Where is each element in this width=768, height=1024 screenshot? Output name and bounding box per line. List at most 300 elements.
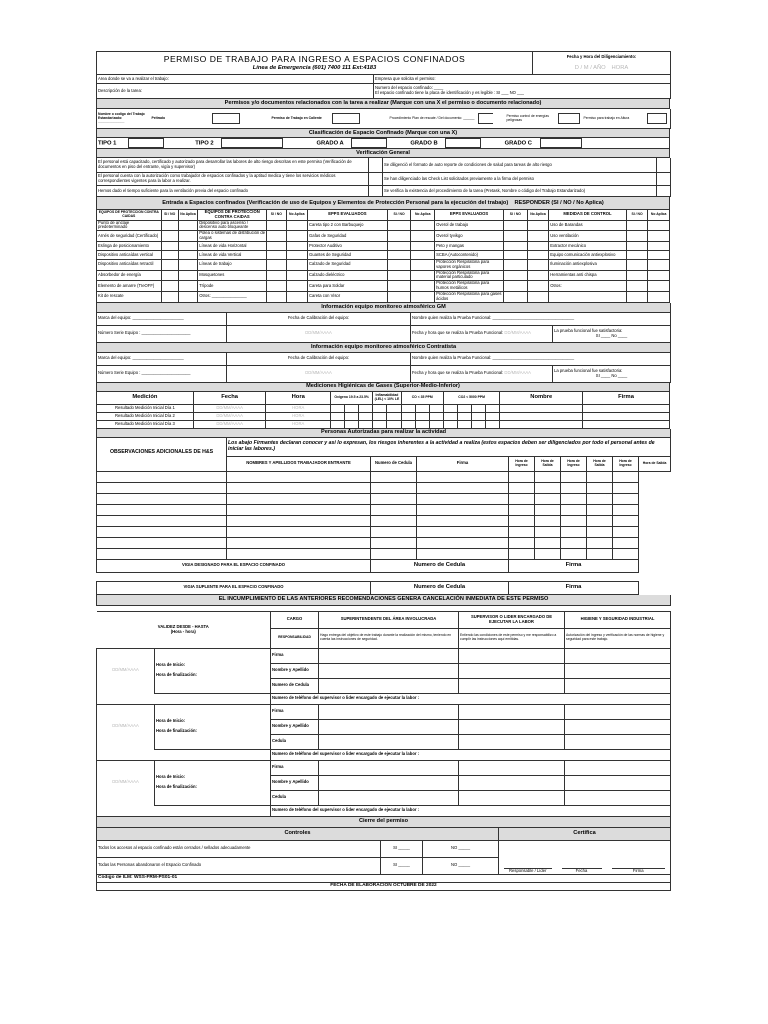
auth-cell[interactable]: [371, 526, 417, 537]
auth-cell[interactable]: [561, 493, 587, 504]
auth-cell[interactable]: [613, 526, 639, 537]
auth-cell[interactable]: [509, 548, 535, 559]
epp-sino-cell[interactable]: [267, 241, 286, 250]
epp-sino-cell[interactable]: [267, 250, 286, 259]
auth-cell[interactable]: [97, 526, 227, 537]
epp-row: [97, 291, 670, 302]
auth-cell[interactable]: [613, 493, 639, 504]
gas-value-cell[interactable]: [415, 404, 429, 412]
validity-field-label: Cedula: [271, 734, 319, 749]
epp-sino-cell[interactable]: [626, 270, 648, 281]
epp-sino-cell[interactable]: [267, 270, 286, 281]
gas-value-cell[interactable]: [373, 404, 387, 412]
auth-row: [97, 471, 671, 482]
ct-calibration-date[interactable]: DD/MM/AAAA: [227, 365, 411, 382]
gm-datetime-field[interactable]: DD/MM/AAAA: [504, 330, 531, 336]
gm-tester-field[interactable]: Nombre quien realiza la Prueba Funcional: ___________________________________: [411, 312, 671, 325]
fecha-line[interactable]: Fecha: [562, 868, 602, 874]
validity-start-time[interactable]: Hora de Inicio:: [156, 774, 186, 780]
epp-na-cell[interactable]: [411, 291, 435, 302]
auth-cell[interactable]: [613, 471, 639, 482]
auth-cell[interactable]: [587, 537, 613, 548]
auth-cell[interactable]: [561, 482, 587, 493]
validity-sign-cell[interactable]: [565, 760, 671, 775]
verif-left-3-check[interactable]: [369, 186, 383, 197]
validity-date-field[interactable]: DD/MM/AAAA: [97, 760, 155, 805]
auth-cell[interactable]: [613, 548, 639, 559]
epp-na-cell[interactable]: [286, 250, 308, 259]
gas-sign-field[interactable]: [583, 412, 670, 420]
validity-sign-cell[interactable]: [319, 760, 459, 775]
auth-cell[interactable]: [587, 526, 613, 537]
epp-sino-cell[interactable]: [387, 231, 411, 242]
gas-value-cell[interactable]: [359, 420, 373, 428]
auth-cell[interactable]: [417, 548, 509, 559]
epp-sino-cell[interactable]: [626, 281, 648, 292]
auth-cell[interactable]: [371, 515, 417, 526]
space-id-si[interactable]: SI ___: [496, 90, 509, 95]
firma-line[interactable]: Firma: [612, 868, 666, 874]
validity-phone-field[interactable]: Numero de teléfono del supervisor o lider encargado de ejecutar la labor :: [271, 693, 671, 704]
validity-sign-cell[interactable]: [565, 678, 671, 693]
validity-sign-cell[interactable]: [319, 790, 459, 805]
epp-sino-cell[interactable]: [161, 291, 178, 302]
epp-na-cell[interactable]: [286, 270, 308, 281]
epp-sino-cell[interactable]: [267, 281, 286, 292]
epp-na-cell[interactable]: [648, 231, 670, 242]
auth-cell[interactable]: [509, 537, 535, 548]
epp-sino-cell[interactable]: [626, 291, 648, 302]
closure-q2-si[interactable]: SI _____: [381, 857, 423, 874]
validity-sign-cell[interactable]: [459, 704, 565, 719]
epp-sino-cell[interactable]: [387, 259, 411, 270]
auth-cell[interactable]: [535, 482, 561, 493]
validity-end-time[interactable]: Hora de finalización:: [156, 728, 197, 734]
gas-value-cell[interactable]: [415, 412, 429, 420]
validity-sign-cell[interactable]: [565, 790, 671, 805]
gas-date-field[interactable]: DD/MM/AAAA: [193, 412, 266, 420]
epp-na-cell[interactable]: [411, 281, 435, 292]
epp-sino-cell[interactable]: [626, 259, 648, 270]
gas-name-field[interactable]: [500, 420, 583, 428]
epp-na-cell[interactable]: [411, 270, 435, 281]
epp-sino-cell[interactable]: [504, 259, 528, 270]
auth-cell[interactable]: [417, 526, 509, 537]
auth-cell[interactable]: [535, 471, 561, 482]
auth-cell[interactable]: [535, 515, 561, 526]
validity-sign-cell[interactable]: [459, 719, 565, 734]
gas-value-cell[interactable]: [443, 404, 457, 412]
gas-value-cell[interactable]: [443, 412, 457, 420]
gas-value-cell[interactable]: [458, 420, 472, 428]
epp-sino-cell[interactable]: [504, 270, 528, 281]
gas-value-cell[interactable]: [486, 404, 500, 412]
epp-na-cell[interactable]: [178, 259, 197, 270]
epp-sino-cell[interactable]: [387, 281, 411, 292]
verif-right-1-check[interactable]: [657, 158, 671, 173]
epp-na-cell[interactable]: [527, 250, 549, 259]
grado-c-checkbox[interactable]: [540, 138, 582, 148]
epp-sino-cell[interactable]: [387, 241, 411, 250]
auth-cell[interactable]: [227, 548, 371, 559]
validity-sign-cell[interactable]: [319, 704, 459, 719]
gas-value-cell[interactable]: [486, 420, 500, 428]
closure-q1-si[interactable]: SI _____: [381, 840, 423, 857]
gas-value-cell[interactable]: [345, 412, 359, 420]
epp-na-cell[interactable]: [527, 270, 549, 281]
epp-na-cell[interactable]: [527, 291, 549, 302]
auth-cell[interactable]: [509, 504, 535, 515]
gas-value-cell[interactable]: [330, 404, 344, 412]
gas-value-cell[interactable]: [373, 420, 387, 428]
auth-cell[interactable]: [535, 504, 561, 515]
auth-cell[interactable]: [587, 493, 613, 504]
grado-a-checkbox[interactable]: [351, 138, 387, 148]
epp-sino-cell[interactable]: [387, 270, 411, 281]
epp-na-cell[interactable]: [286, 291, 308, 302]
auth-cell[interactable]: [97, 537, 227, 548]
epp-sino-cell[interactable]: [161, 259, 178, 270]
epp-sino-cell[interactable]: [626, 250, 648, 259]
auth-cell[interactable]: [371, 548, 417, 559]
auth-cell[interactable]: [561, 548, 587, 559]
epp-na-cell[interactable]: [527, 231, 549, 242]
validity-sign-cell[interactable]: [459, 678, 565, 693]
validity-sign-cell[interactable]: [459, 790, 565, 805]
verif-right-3-check[interactable]: [657, 186, 671, 197]
epp-na-cell[interactable]: [648, 250, 670, 259]
epp-sino-cell[interactable]: [161, 270, 178, 281]
validity-sign-cell[interactable]: [319, 719, 459, 734]
time-field[interactable]: HORA: [611, 64, 629, 71]
epp-sino-cell[interactable]: [504, 220, 528, 231]
ct-serial-field[interactable]: Número Serie Equipo : _____________________: [97, 365, 227, 382]
validity-date-field[interactable]: DD/MM/AAAA: [97, 704, 155, 749]
epp-sino-cell[interactable]: [267, 291, 286, 302]
gas-value-cell[interactable]: [401, 420, 415, 428]
epp-sino-cell[interactable]: [504, 241, 528, 250]
validity-sign-cell[interactable]: [459, 775, 565, 790]
gas-value-cell[interactable]: [373, 412, 387, 420]
controles-label: Controles: [97, 827, 499, 840]
gas-value-cell[interactable]: [472, 412, 486, 420]
gas-value-cell[interactable]: [429, 420, 443, 428]
grado-b-checkbox[interactable]: [445, 138, 481, 148]
auth-cell[interactable]: [371, 504, 417, 515]
epp-na-cell[interactable]: [286, 241, 308, 250]
tipo2-checkbox[interactable]: [221, 138, 283, 148]
validity-sign-cell[interactable]: [319, 663, 459, 678]
permit-rescue-checkbox[interactable]: [478, 113, 493, 124]
gas-value-cell[interactable]: [330, 412, 344, 420]
auth-cell[interactable]: [587, 471, 613, 482]
auth-cell[interactable]: [417, 493, 509, 504]
vigia-firma[interactable]: Firma: [509, 559, 639, 572]
gas-time-field[interactable]: HORA: [266, 404, 331, 412]
epp-na-cell[interactable]: [527, 259, 549, 270]
auth-cell[interactable]: [509, 515, 535, 526]
epp-na-cell[interactable]: [178, 231, 197, 242]
auth-cell[interactable]: [587, 504, 613, 515]
auth-cell[interactable]: [417, 504, 509, 515]
auth-cell[interactable]: [97, 482, 227, 493]
permit-energy-checkbox[interactable]: [558, 113, 580, 124]
validity-end-time[interactable]: Hora de finalización:: [156, 784, 197, 790]
gas-sign-field[interactable]: [583, 420, 670, 428]
auth-cell[interactable]: [587, 482, 613, 493]
epp-na-cell[interactable]: [178, 241, 197, 250]
validity-sign-cell[interactable]: [565, 663, 671, 678]
validity-sign-cell[interactable]: [319, 775, 459, 790]
auth-cell[interactable]: [227, 537, 371, 548]
auth-cell[interactable]: [417, 515, 509, 526]
gas-value-cell[interactable]: [401, 412, 415, 420]
auth-cell[interactable]: [535, 537, 561, 548]
validity-sign-cell[interactable]: [565, 734, 671, 749]
epp-sino-cell[interactable]: [504, 231, 528, 242]
validity-end-time[interactable]: Hora de finalización:: [156, 672, 197, 678]
epp-sino-cell[interactable]: [161, 281, 178, 292]
vigia-sup-firma[interactable]: Firma: [509, 581, 639, 594]
auth-cell[interactable]: [227, 471, 371, 482]
epp-sino-cell[interactable]: [504, 291, 528, 302]
validity-sign-cell[interactable]: [319, 678, 459, 693]
epp-sino-cell[interactable]: [626, 231, 648, 242]
date-field[interactable]: D / M / AÑO: [574, 64, 606, 71]
gas-value-cell[interactable]: [387, 420, 401, 428]
auth-cell[interactable]: [535, 526, 561, 537]
vigia-cedula[interactable]: Numero de Cedula: [371, 559, 509, 572]
obs-hs-label[interactable]: OBSERVACIONES ADICIONALES DE H&S: [97, 437, 227, 471]
gas-time-field[interactable]: HORA: [266, 420, 331, 428]
gas-value-cell[interactable]: [472, 404, 486, 412]
auth-cell[interactable]: [97, 493, 227, 504]
responsable-line[interactable]: Responsable / Líder: [504, 868, 552, 874]
epp-na-cell[interactable]: [286, 281, 308, 292]
space-number-field[interactable]: Numero del espacio confinado: ____: [375, 85, 444, 91]
validity-sign-cell[interactable]: [565, 719, 671, 734]
auth-cell[interactable]: [613, 504, 639, 515]
gas-value-cell[interactable]: [330, 420, 344, 428]
auth-cell[interactable]: [535, 548, 561, 559]
auth-cell[interactable]: [535, 493, 561, 504]
epp-na-cell[interactable]: [178, 270, 197, 281]
gas-value-cell[interactable]: [401, 404, 415, 412]
gas-value-cell[interactable]: [458, 404, 472, 412]
validity-start-time[interactable]: Hora de Inicio:: [156, 718, 186, 724]
verif-right-2-check[interactable]: [657, 173, 671, 186]
epp-na-cell[interactable]: [648, 259, 670, 270]
epp-na-cell[interactable]: [648, 281, 670, 292]
auth-cell[interactable]: [227, 526, 371, 537]
permits-header: Permisos y/o documentos relacionados con la tarea a realizar (Marque con una X el permiso o documento relacionado): [97, 99, 670, 109]
epp-na-cell[interactable]: [178, 250, 197, 259]
auth-cell[interactable]: [227, 515, 371, 526]
epp-na-cell[interactable]: [648, 291, 670, 302]
auth-cell[interactable]: [371, 471, 417, 482]
verif-left-2-check[interactable]: [369, 173, 383, 186]
auth-cell[interactable]: [509, 526, 535, 537]
auth-cell[interactable]: [371, 493, 417, 504]
validity-sign-cell[interactable]: [459, 648, 565, 663]
epp-na-cell[interactable]: [527, 220, 549, 231]
gas-value-cell[interactable]: [415, 420, 429, 428]
epp-sino-cell[interactable]: [161, 220, 178, 231]
closure-q2-no[interactable]: NO _____: [423, 857, 499, 874]
gm-serial-field[interactable]: Número Serie Equipo : _____________________: [97, 325, 227, 342]
gas-value-cell[interactable]: [429, 412, 443, 420]
gas-value-cell[interactable]: [345, 420, 359, 428]
gas-name-field[interactable]: [500, 412, 583, 420]
auth-cell[interactable]: [561, 537, 587, 548]
validity-sign-cell[interactable]: [459, 663, 565, 678]
auth-cell[interactable]: [371, 537, 417, 548]
gm-satisfactory-sino[interactable]: SI ____ No ____: [595, 332, 628, 338]
epp-na-cell[interactable]: [527, 281, 549, 292]
validity-date-field[interactable]: DD/MM/AAAA: [97, 648, 155, 693]
epp-na-cell[interactable]: [178, 281, 197, 292]
gas-value-cell[interactable]: [387, 412, 401, 420]
certifica-label: Certifica: [499, 827, 671, 840]
epp-sino-cell[interactable]: [387, 291, 411, 302]
epp-sino-cell[interactable]: [504, 250, 528, 259]
auth-cell[interactable]: [587, 548, 613, 559]
auth-col-3: Hora de Ingreso: [509, 456, 535, 471]
epp-na-cell[interactable]: [178, 291, 197, 302]
epp-na-cell[interactable]: [411, 220, 435, 231]
epp-na-cell[interactable]: [648, 241, 670, 250]
epp-na-cell[interactable]: [178, 220, 197, 231]
space-id-no[interactable]: NO ___: [509, 90, 525, 95]
auth-cell[interactable]: [417, 471, 509, 482]
epp-sino-cell[interactable]: [161, 250, 178, 259]
auth-cell[interactable]: [561, 471, 587, 482]
auth-cell[interactable]: [97, 548, 227, 559]
gas-name-field[interactable]: [500, 404, 583, 412]
gm-brand-field[interactable]: Marca del equipo: ______________________: [97, 312, 227, 325]
auth-cell[interactable]: [417, 537, 509, 548]
task-desc-field[interactable]: Descripción de la tarea:: [97, 84, 374, 99]
gas-value-cell[interactable]: [359, 404, 373, 412]
epp-na-cell[interactable]: [411, 259, 435, 270]
epp-sino-cell[interactable]: [267, 231, 286, 242]
auth-cell[interactable]: [97, 504, 227, 515]
verif-left-1-check[interactable]: [369, 158, 383, 173]
epp-sino-cell[interactable]: [504, 281, 528, 292]
auth-cell[interactable]: [613, 515, 639, 526]
validity-firma-row: [97, 760, 671, 775]
epp-sino-cell[interactable]: [267, 259, 286, 270]
epp-sino-cell[interactable]: [626, 220, 648, 231]
auth-cell[interactable]: [97, 471, 227, 482]
epp-na-cell[interactable]: [286, 220, 308, 231]
epp-sino-cell[interactable]: [387, 250, 411, 259]
gas-value-cell[interactable]: [458, 412, 472, 420]
epp-item-label: Herramientas anti chispa: [549, 270, 627, 281]
epp-na-cell[interactable]: [648, 270, 670, 281]
ct-brand-field[interactable]: Marca del equipo: ______________________: [97, 352, 227, 365]
auth-cell[interactable]: [561, 526, 587, 537]
permit-peltrado-checkbox[interactable]: [212, 113, 240, 124]
permit-heights-checkbox[interactable]: [647, 113, 667, 124]
permit-hot-work-checkbox[interactable]: [332, 113, 360, 124]
vigia-sup-cedula[interactable]: Numero de Cedula: [371, 581, 509, 594]
validity-sign-cell[interactable]: [565, 648, 671, 663]
validity-phone-field[interactable]: Numero de teléfono del supervisor o lider encargado de ejecutar la labor :: [271, 749, 671, 760]
auth-cell[interactable]: [97, 515, 227, 526]
gas-value-cell[interactable]: [345, 404, 359, 412]
auth-cell[interactable]: [613, 537, 639, 548]
tipo1-checkbox[interactable]: [128, 138, 164, 148]
epp-sino-cell[interactable]: [161, 241, 178, 250]
auth-cell[interactable]: [587, 515, 613, 526]
validity-sign-cell[interactable]: [459, 734, 565, 749]
epp-na-cell[interactable]: [527, 241, 549, 250]
epp-na-cell[interactable]: [648, 220, 670, 231]
gas-value-cell[interactable]: [359, 412, 373, 420]
auth-cell[interactable]: [371, 482, 417, 493]
auth-cell[interactable]: [613, 482, 639, 493]
monitor-contractor-section: [96, 343, 671, 383]
gas-sign-field[interactable]: [583, 404, 670, 412]
epp-na-cell[interactable]: [411, 241, 435, 250]
epp-na-cell[interactable]: [286, 231, 308, 242]
ct-datetime-field[interactable]: DD/MM/AAAA: [504, 370, 531, 376]
gas-value-cell[interactable]: [486, 412, 500, 420]
validity-sign-cell[interactable]: [319, 648, 459, 663]
validity-sign-cell[interactable]: [319, 734, 459, 749]
auth-cell[interactable]: [509, 471, 535, 482]
gas-value-cell[interactable]: [387, 404, 401, 412]
gas-time-field[interactable]: HORA: [266, 412, 331, 420]
validity-sign-cell[interactable]: [565, 704, 671, 719]
auth-cell[interactable]: [561, 504, 587, 515]
validity-sign-cell[interactable]: [565, 775, 671, 790]
gas-value-cell[interactable]: [429, 404, 443, 412]
closure-q2: Todas las Personas abandonaron el Espacio Confinado: [97, 857, 381, 874]
epp-sino-cell[interactable]: [626, 241, 648, 250]
gas-date-field[interactable]: DD/MM/AAAA: [193, 420, 266, 428]
auth-cell[interactable]: [509, 482, 535, 493]
validity-phone-field[interactable]: Numero de teléfono del supervisor o lider encargado de ejecutar la labor :: [271, 805, 671, 816]
gm-calibration-date[interactable]: DD/MM/AAAA: [227, 325, 411, 342]
ct-tester-field[interactable]: Nombre quien realiza la Prueba Funcional: ___________________________________: [411, 352, 671, 365]
area-field[interactable]: Area donde se va a realizar el trabajo:: [97, 75, 374, 84]
company-field[interactable]: Empresa que solicita el permiso:: [374, 75, 671, 84]
gas-date-field[interactable]: DD/MM/AAAA: [193, 404, 266, 412]
epp-na-cell[interactable]: [411, 250, 435, 259]
epp-sino-cell[interactable]: [267, 220, 286, 231]
closure-q1-no[interactable]: NO _____: [423, 840, 499, 857]
auth-cell[interactable]: [561, 515, 587, 526]
epp-na-cell[interactable]: [411, 231, 435, 242]
auth-cell[interactable]: [509, 493, 535, 504]
ct-satisfactory-sino[interactable]: SI ____ No ____: [595, 372, 628, 378]
validity-sign-cell[interactable]: [459, 760, 565, 775]
validity-start-time[interactable]: Hora de Inicio:: [156, 662, 186, 668]
auth-cell[interactable]: [417, 482, 509, 493]
gas-value-cell[interactable]: [472, 420, 486, 428]
auth-cell[interactable]: [227, 493, 371, 504]
auth-cell[interactable]: [227, 504, 371, 515]
epp-na-cell[interactable]: [286, 259, 308, 270]
epp-sino-cell[interactable]: [387, 220, 411, 231]
auth-cell[interactable]: [227, 482, 371, 493]
vigia-label: VIGIA DESIGNADO PARA EL ESPACIO CONFINADO: [97, 559, 371, 572]
epp-sino-cell[interactable]: [161, 231, 178, 242]
validity-telefono-row: [97, 749, 671, 760]
gas-value-cell[interactable]: [443, 420, 457, 428]
